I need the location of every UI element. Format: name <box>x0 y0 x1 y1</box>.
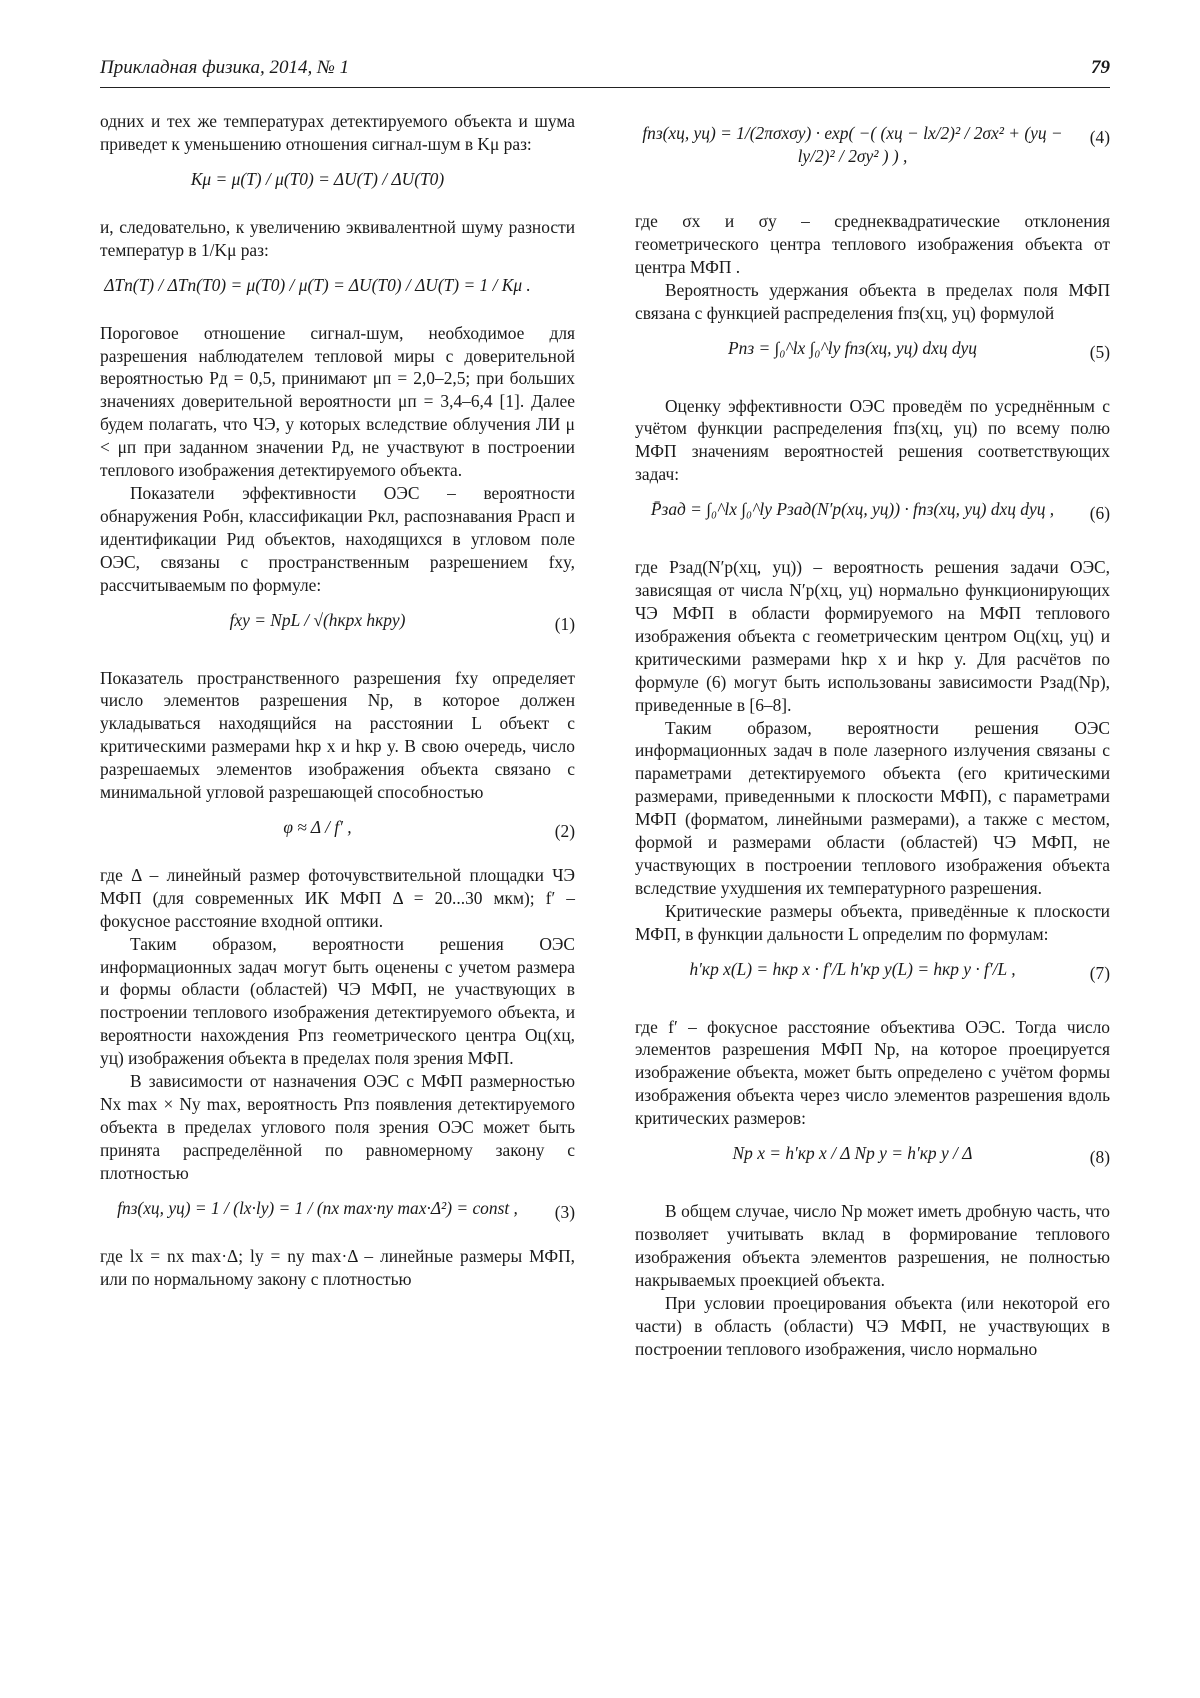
equation-4 <box>635 110 1110 210</box>
paragraph: В общем случае, число Np может иметь дробную часть, что позволяет учитывать вклад в формирование теплового изображения объекта элементов разрешения, не полностью накрываемых проекцией объекта. <box>635 1201 1110 1290</box>
equation-body: Np x = h′кр x / Δ Np y = h′кр y / Δ <box>732 1143 973 1164</box>
equation-number: (2) <box>554 820 575 841</box>
equation-2 <box>100 804 575 864</box>
equation-body: fxy = NpL / √(hкрx hкрy) <box>229 609 406 630</box>
paragraph: Таким образом, вероятности решения ОЭС информационных задач в поле лазерного излучения связаны с параметрами детектируемого объекта (его критическими размерами, приведенными к плоскости МФП), с параметрами МФП (форматом, линейными размерами), а также с местом, формой и размерами области (областей) ЧЭ МФП, не участвующих в построении теплового изображения объекта вследствие ухудшения их температурного разрешения. <box>635 717 1110 898</box>
page-header <box>100 55 1110 88</box>
equation-k-mu <box>100 156 575 216</box>
equation-6 <box>635 486 1110 556</box>
equation-body: h′кр x(L) = hкр x · f′/L h′кр y(L) = hкр y · f′/L , <box>689 958 1016 979</box>
paragraph: Критические размеры объекта, приведённые к плоскости МФП, в функции дальности L определим по формулам: <box>635 900 1110 944</box>
equation-body: fпз(xц, yц) = 1 / (lx·ly) = 1 / (nx max·ny max·Δ²) = const , <box>117 1197 518 1218</box>
equation-body: Pпз = ∫₀^lx ∫₀^ly fпз(xц, yц) dxц dyц <box>728 337 977 358</box>
equation-body: P̄зад = ∫₀^lx ∫₀^ly Pзад(N′p(xц, yц)) · fпз(xц, yц) dxц dyц , <box>650 499 1055 520</box>
equation-number: (4) <box>1089 127 1110 147</box>
equation-body: Kμ = μ(T) / μ(T0) = ΔU(T) / ΔU(T0) <box>190 168 445 189</box>
paragraph: где lx = nx max·Δ; ly = ny max·Δ – линейные размеры МФП, или по нормальному закону с плотностью <box>100 1245 575 1289</box>
paragraph: где Pзад(N′p(xц, yц)) – вероятность решения задачи ОЭС, зависящая от числа N′p(xц, yц) нормально функционирующих ЧЭ МФП в области формируемого на МФП теплового изображения объекта с геометрическим центром Oц(xц, yц) и критическими размерами hкр x и hкр y. Для расчётов по формуле (6) могут быть использованы зависимости Pзад(Np), приведенные в [6–8]. <box>635 557 1110 715</box>
paragraph: В зависимости от назначения ОЭС с МФП размерностью Nx max × Ny max, вероятность Pпз появления детектируемого объекта в пределах углового поля зрения ОЭС может быть принята распределённой по равномерному закону с плотностью <box>100 1071 575 1183</box>
paragraph: Таким образом, вероятности решения ОЭС информационных задач могут быть оценены с учетом размера и формы области (областей) ЧЭ МФП, не участвующих в построении теплового изображения детектируемого объекта, и вероятности нахождения Pпз геометрического центра Oц(xц, yц) изображения объекта в пределах поля зрения МФП. <box>100 933 575 1069</box>
equation-8 <box>635 1130 1110 1200</box>
paragraph: одних и тех же температурах детектируемого объекта и шума приведет к уменьшению отношения сигнал-шум в Kμ раз: <box>100 111 575 154</box>
page-number: 79 <box>1091 57 1110 78</box>
equation-number: (1) <box>554 613 575 634</box>
equation-number: (6) <box>1089 503 1110 524</box>
equation-1 <box>100 597 575 667</box>
paragraph: Вероятность удержания объекта в пределах поля МФП связана с функцией распределения fпз(xц, yц) формулой <box>635 279 1110 323</box>
equation-number: (8) <box>1089 1147 1110 1168</box>
equation-7 <box>635 946 1110 1016</box>
journal-title: Прикладная физика, 2014, № 1 <box>100 57 350 78</box>
equation-delta-t <box>100 262 575 322</box>
equation-body: fпз(xц, yц) = 1/(2πσxσy) · exp( −( (xц − lx/2)² / 2σx² + (yц − ly/2)² / 2σy² ) ) , <box>642 123 1063 166</box>
paragraph: При условии проецирования объекта (или некоторой его части) в область (области) ЧЭ МФП, не участвующих в построении теплового изображения, число нормально <box>635 1292 1110 1359</box>
equation-3 <box>100 1185 575 1245</box>
paragraph: Пороговое отношение сигнал-шум, необходимое для разрешения наблюдателем тепловой миры с доверительной вероятностью Pд = 0,5, принимают μп = 2,0–2,5; при больших значениях доверительной вероятности μп = 3,4–6,4 [1]. Далее будем полагать, что ЧЭ, у которых вследствие облучения ЛИ μ < μп при заданном значении Pд, не участвуют в построении теплового изображения детектируемого объекта. <box>100 322 575 481</box>
paragraph: где σx и σy – среднеквадратические отклонения геометрического центра теплового изображения объекта от центра МФП . <box>635 211 1110 277</box>
equation-number: (3) <box>554 1201 575 1222</box>
equation-number: (5) <box>1089 341 1110 362</box>
left-column <box>100 110 575 1290</box>
right-column <box>635 110 1110 1360</box>
equation-body: φ ≈ Δ / f′ , <box>283 816 352 837</box>
paragraph: и, следовательно, к увеличению эквивалентной шуму разности температур в 1/Kμ раз: <box>100 216 575 260</box>
paragraph: Показатели эффективности ОЭС – вероятности обнаружения Pобн, классификации Pкл, распознавания Pрасп и идентификации Pид объектов, находящихся в угловом поле ОЭС, связаны с пространственным разрешением fxy, рассчитываемым по формуле: <box>100 482 575 595</box>
paragraph: Показатель пространственного разрешения fxy определяет число элементов разрешения Np, в которое должен укладываться находящийся на расстоянии L объект с критическими размерами hкр x и hкр y. В свою очередь, число разрешаемых элементов изображения объекта связано с минимальной угловой разрешающей способностью <box>100 667 575 803</box>
paragraph: Оценку эффективности ОЭС проведём по усреднённым с учётом функции распределения fпз(xц, yц) по всему полю МФП значениям вероятностей решения соответствующих задач: <box>635 395 1110 485</box>
equation-body: ΔTn(T) / ΔTn(T0) = μ(T0) / μ(T) = ΔU(T0) / ΔU(T) = 1 / Kμ . <box>104 274 531 295</box>
paragraph: где f′ – фокусное расстояние объектива ОЭС. Тогда число элементов разрешения МФП Np, на которое проецируется изображение объекта, может быть определено с учётом формы изображения объекта через число элементов разрешения вдоль критических размеров: <box>635 1016 1110 1129</box>
equation-number: (7) <box>1089 962 1110 983</box>
equation-5 <box>635 325 1110 395</box>
paragraph: где Δ – линейный размер фоточувствительной площадки ЧЭ МФП (для современных ИК МФП Δ = 20...30 мкм); f′ – фокусное расстояние входной оптики. <box>100 864 575 931</box>
